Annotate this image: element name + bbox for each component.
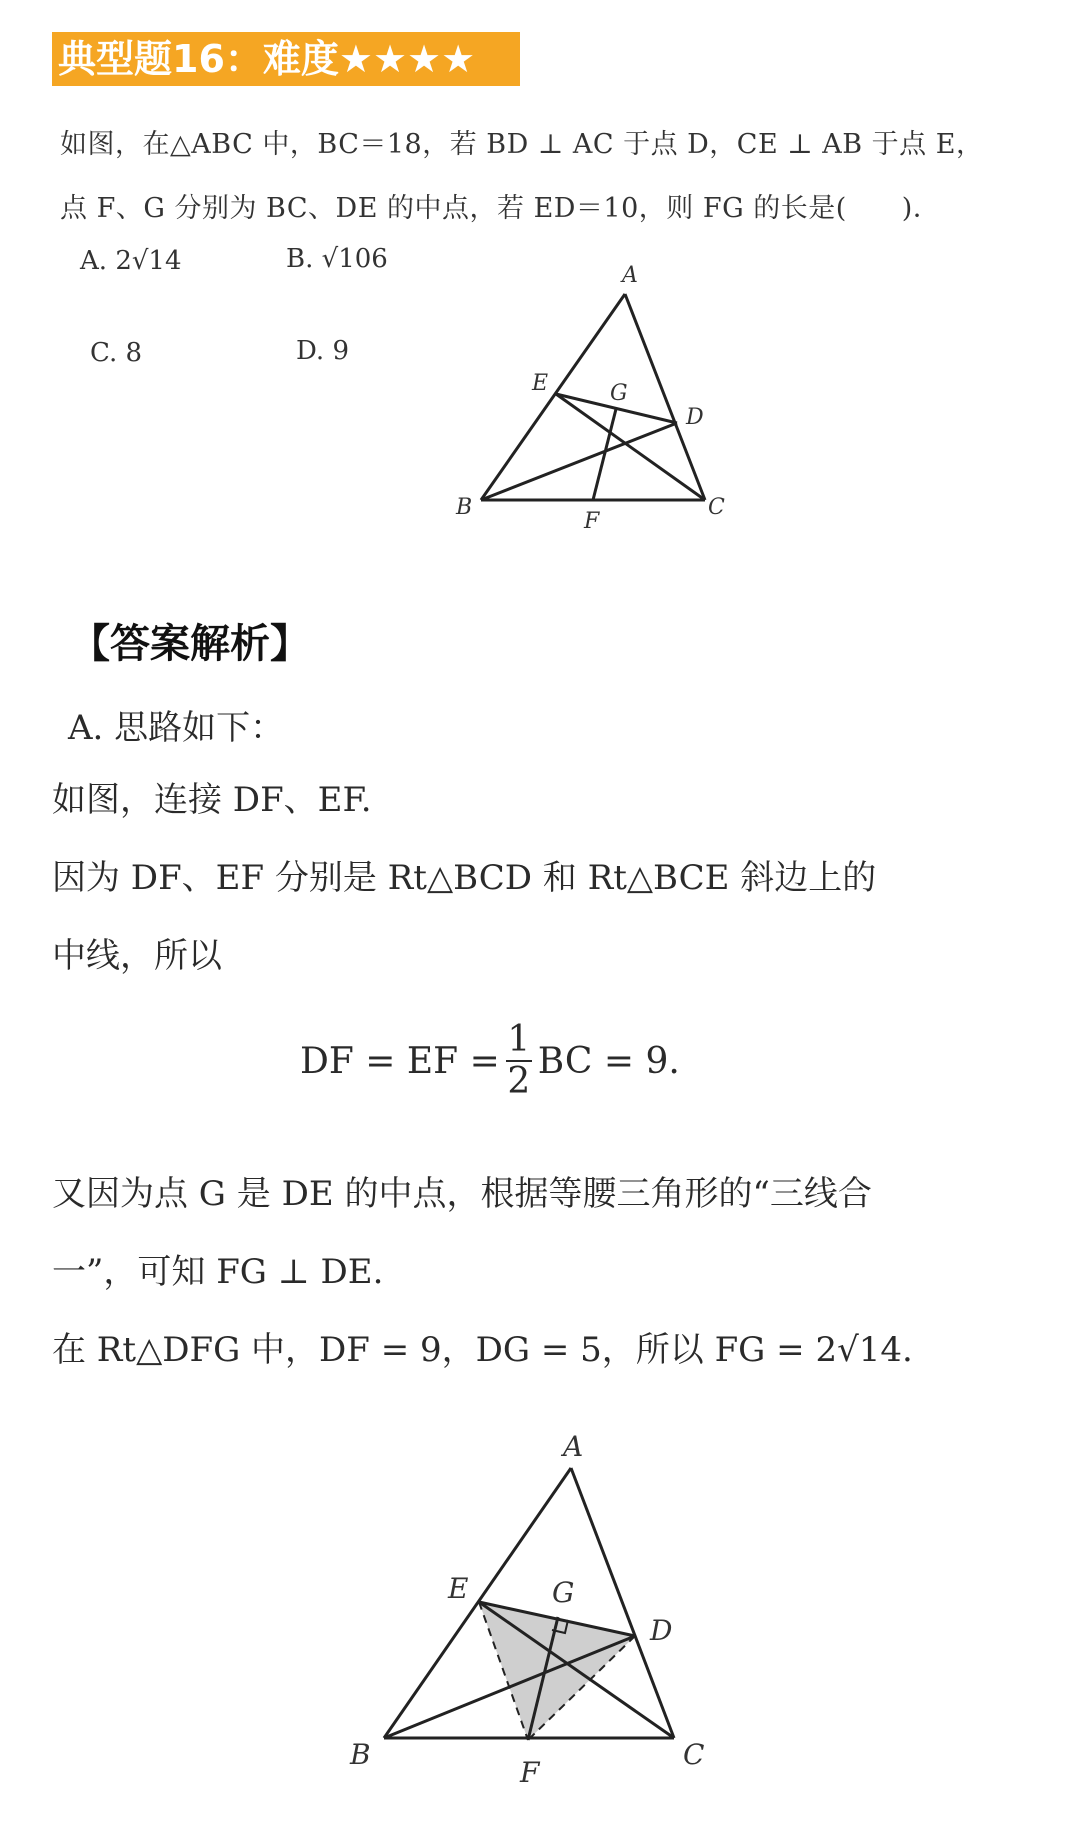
- label-f: F: [584, 509, 600, 534]
- label-b-2: B: [350, 1738, 371, 1771]
- label-c-2: C: [683, 1738, 705, 1771]
- label-d: D: [686, 405, 704, 430]
- option-b: B. √106: [286, 244, 388, 274]
- fraction-numerator: 1: [507, 1019, 531, 1060]
- solution-line-3: 因为 DF、EF 分别是 Rt△BCD 和 Rt△BCE 斜边上的: [52, 858, 877, 898]
- fraction-denominator: 2: [507, 1061, 531, 1102]
- problem-title-badge: 典型题16：难度★★★★: [52, 32, 520, 86]
- solution-line-6: 一”，可知 FG ⊥ DE.: [52, 1252, 384, 1292]
- solution-line-2: 如图，连接 DF、EF.: [52, 780, 372, 820]
- solution-line-1: A. 思路如下：: [68, 708, 285, 748]
- label-d-2: D: [650, 1614, 673, 1647]
- label-e-2: E: [448, 1572, 469, 1605]
- question-line-1: 如图，在△ABC 中，BC＝18，若 BD ⊥ AC 于点 D，CE ⊥ AB 于点 E，: [60, 129, 984, 160]
- option-a-value: 2√14: [115, 246, 182, 276]
- segment-ec: [556, 394, 705, 500]
- option-c-value: 8: [125, 338, 143, 368]
- answer-heading: 【答案解析】: [70, 621, 310, 667]
- label-e: E: [532, 371, 549, 396]
- option-d: D. 9: [296, 336, 349, 366]
- solution-figure: [340, 1420, 740, 1800]
- label-a: A: [622, 263, 638, 288]
- segment-ac: [625, 294, 705, 500]
- segment-ac-2: [571, 1468, 674, 1738]
- label-g: G: [610, 381, 628, 406]
- option-d-value: 9: [332, 336, 349, 366]
- label-f-2: F: [520, 1756, 540, 1789]
- label-g-2: G: [552, 1576, 575, 1609]
- label-a-2: A: [563, 1430, 584, 1463]
- solution-line-4: 中线，所以: [52, 936, 222, 976]
- label-b: B: [456, 495, 473, 520]
- question-line-2: 点 F、G 分别为 BC、DE 的中点，若 ED＝10，则 FG 的长是( )．: [60, 193, 941, 224]
- segment-ab: [481, 294, 625, 500]
- segment-bd: [481, 423, 677, 500]
- question-figure: [440, 255, 740, 540]
- label-c: C: [708, 495, 725, 520]
- solution-line-5: 又因为点 G 是 DE 的中点，根据等腰三角形的“三线合: [52, 1174, 872, 1214]
- fraction-one-half: [506, 1020, 532, 1102]
- option-a: A. 2√14: [80, 246, 182, 276]
- solution-line-7: 在 Rt△DFG 中，DF = 9，DG = 5，所以 FG = 2√14.: [52, 1330, 913, 1370]
- formula-left: DF = EF =: [300, 1040, 500, 1082]
- option-b-value: √106: [321, 244, 388, 274]
- formula-right: BC = 9.: [537, 1040, 680, 1082]
- option-c: C. 8: [90, 338, 143, 368]
- formula-df-ef: [300, 1020, 680, 1102]
